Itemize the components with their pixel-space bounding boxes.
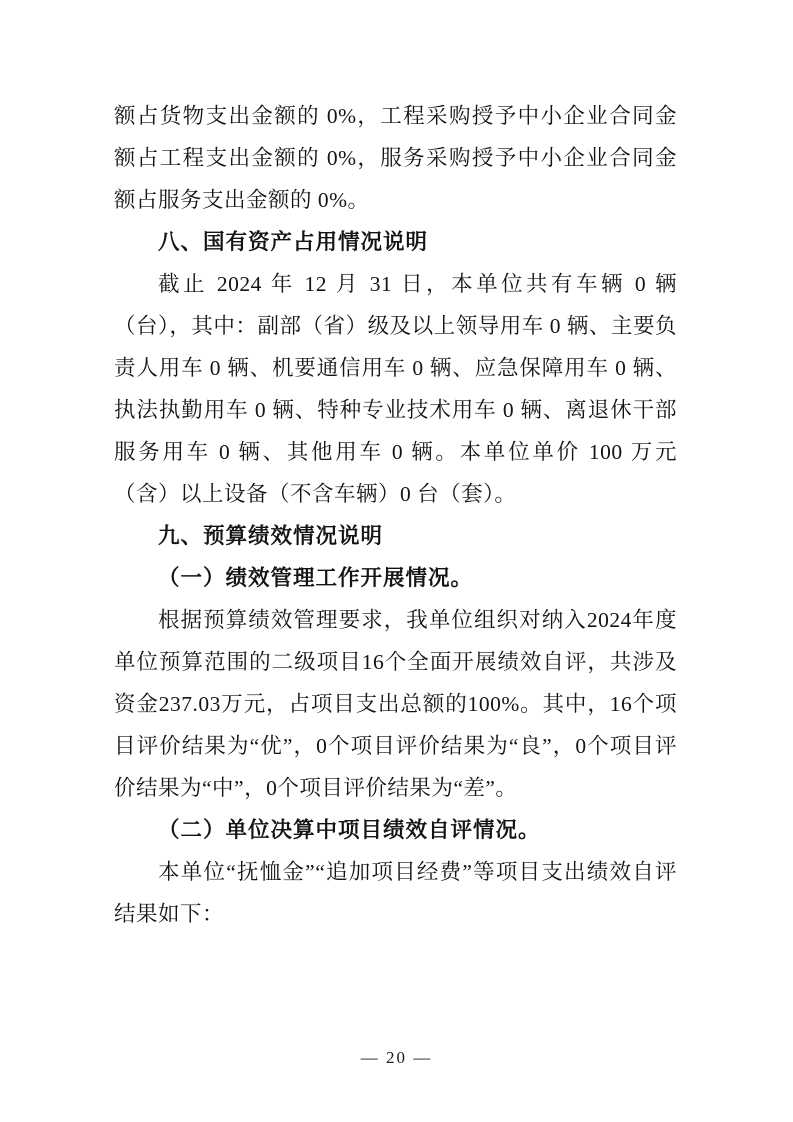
subheading-9-1-performance-management: （一）绩效管理工作开展情况。: [158, 566, 474, 590]
document-body: [114, 95, 677, 935]
heading-section-8-state-assets: 八、国有资产占用情况说明: [158, 230, 429, 254]
page-number: — 20 —: [360, 1048, 433, 1067]
paragraph-performance-self-assessment: 根据预算绩效管理要求，我单位组织对纳入2024年度单位预算范围的二级项目16个全面开展绩效自评，共涉及资金237.03万元，占项目支出总额的100%。其中，16个项目评价结果为“优”，0个项目评价结果为“良”，0个项目评价结果为“中”，0个项目评价结果为“差”。: [114, 608, 677, 800]
paragraph-state-assets-occupancy: 截止 2024 年 12 月 31 日，本单位共有车辆 0 辆（台），其中：副部（省）级及以上领导用车 0 辆、主要负责人用车 0 辆、机要通信用车 0 辆、应急保障用车 0 辆、执法执勤用车 0 辆、特种专业技术用车 0 辆、离退休干部服务用车 0 辆、其他用车 0 辆。本单位单价 100 万元（含）以上设备（不含车辆）0 台（套）。: [114, 272, 677, 506]
paragraph-procurement-continued: 额占货物支出金额的 0%，工程采购授予中小企业合同金额占工程支出金额的 0%，服务采购授予中小企业合同金额占服务支出金额的 0%。: [114, 104, 677, 212]
heading-section-9-budget-performance: 九、预算绩效情况说明: [158, 524, 384, 548]
subheading-9-2-project-self-evaluation: （二）单位决算中项目绩效自评情况。: [158, 818, 541, 842]
paragraph-project-self-evaluation-intro: 本单位“抚恤金”“追加项目经费”等项目支出绩效自评结果如下：: [114, 860, 677, 926]
